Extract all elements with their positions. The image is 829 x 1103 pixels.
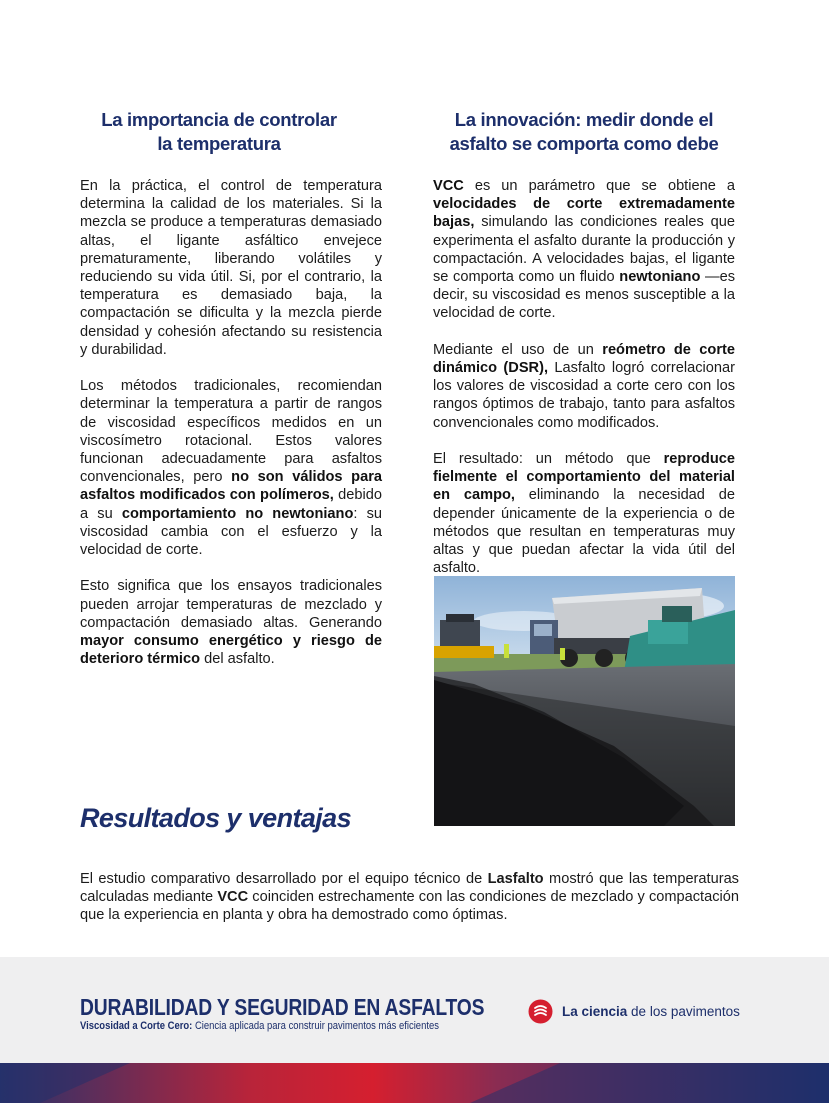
lasfalto-logo-icon (528, 999, 553, 1024)
left-p2-bold-d: comportamiento no newtoniano (121, 505, 354, 522)
left-p2-text-a: Los métodos tradicionales, recomiendan determinar la temperatura a partir de rangos de viscosidad específicos medidos en un viscosímetro rotacional. Estos valores funcionan adecuadamente para asfaltos convencionales, pero (80, 378, 382, 486)
right-p1-bold-e: newtoniano (619, 269, 701, 286)
right-p3-bold-b: reproduce fielmente el comportamiento del material en campo, (433, 451, 735, 504)
left-p2-text-e: : su viscosidad cambia con el esfuerzo y la velocidad de corte. (80, 505, 382, 559)
right-p2-bold-b: reómetro de corte dinámico (DSR), (433, 341, 735, 377)
footer-subtitle-rest: Ciencia aplicada para construir pavimentos más eficientes (192, 1020, 439, 1032)
left-column-title (80, 108, 358, 156)
left-p2-text-c: debido a su (80, 487, 382, 522)
right-paragraph-3 (433, 450, 735, 577)
results-text-a: El estudio comparativo desarrollado por el equipo técnico de (80, 871, 488, 887)
right-paragraph-1 (433, 177, 735, 323)
right-title-line-1: La innovación: medir donde el (454, 109, 714, 130)
bottom-color-band (0, 1063, 829, 1103)
footer (0, 957, 829, 1063)
brand-lockup (528, 999, 740, 1024)
right-title-line-2: asfalto se comporta como debe (449, 133, 719, 154)
left-column-body (80, 177, 382, 687)
right-paragraph-2 (433, 341, 735, 432)
left-p2-bold-b: no son válidos para asfaltos modificados con polímeros, (80, 469, 382, 504)
left-paragraph-3 (80, 577, 382, 668)
results-paragraph (80, 870, 739, 925)
left-p3-bold-b: mayor consumo energético y riesgo de deterioro térmico (80, 633, 382, 668)
left-paragraph-1 (80, 177, 382, 359)
results-bold-b: Lasfalto (487, 871, 544, 887)
right-p1-bold-c: velocidades de corte extremadamente bajas, (433, 196, 735, 231)
left-paragraph-2 (80, 377, 382, 559)
right-p1-text-d: simulando las condiciones reales que experimenta el asfalto durante la producción y compactación. A velocidades bajas, el ligante se comporta como un fluido (433, 214, 735, 286)
asphalt-paving-photo (434, 576, 735, 826)
footer-title: DURABILIDAD Y SEGURIDAD EN ASFALTOS (80, 994, 485, 1020)
paving-illustration (434, 576, 735, 826)
right-p2-text-a: Mediante el uso de un (433, 341, 603, 358)
footer-subtitle-bold: Viscosidad a Corte Cero: (80, 1020, 193, 1032)
left-p1-text: En la práctica, el control de temperatura determina la calidad de los materiales. Si la mezcla se produce a temperaturas demasiado altas, el ligante asfáltico envejece prematuramente, liberando volátiles y reduciendo su vida útil. Si, por el contrario, la temperatura es demasiado baja, la compactación se dificulta y la mezcla pierde densidad y cohesión afectando su resistencia y durabilidad. (80, 178, 382, 358)
right-column-title (434, 108, 734, 156)
right-p2-text-c: Lasfalto logró correlacionar los valores de viscosidad a corte cero con los rangos óptimos de trabajo, tanto para asfaltos convencionales como modificados. (433, 360, 736, 431)
results-text-c: mostró que las temperaturas calculadas mediante (80, 871, 739, 906)
right-p3-text-c: eliminando la necesidad de depender únicamente de la experiencia o de métodos que resultan en temperaturas muy altas y que puedan afectar la vida útil del asfalto. (433, 487, 735, 577)
footer-subtitle (80, 1020, 439, 1032)
brand-tagline-rest: de los pavimentos (627, 1004, 740, 1019)
left-title-line-1: La importancia de controlar (101, 109, 337, 130)
brand-tagline-strong: La ciencia (562, 1004, 628, 1019)
results-heading: Resultados y ventajas (80, 803, 352, 833)
right-p1-text-f: —es decir, su viscosidad es menos susceptible a la velocidad de corte. (433, 269, 736, 322)
right-p1-text-b: es un parámetro que se obtiene a (463, 178, 735, 194)
right-p3-text-a: El resultado: un método que (433, 451, 664, 468)
results-text-e: coinciden estrechamente con las condiciones de mezclado y compactación que la experiencia en planta y obra ha demostrado como óptimas. (80, 889, 739, 924)
right-column-body (433, 177, 735, 596)
left-title-line-2: la temperatura (157, 133, 281, 154)
right-p1-bold-a: VCC (433, 178, 464, 194)
left-p3-text-a: Esto significa que los ensayos tradicionales pueden arrojar temperaturas de mezclado y compactación demasiado altas. Generando (80, 578, 382, 631)
left-p3-text-c: del asfalto. (200, 651, 275, 668)
brand-tagline (562, 1004, 740, 1019)
results-bold-d: VCC (217, 889, 249, 906)
